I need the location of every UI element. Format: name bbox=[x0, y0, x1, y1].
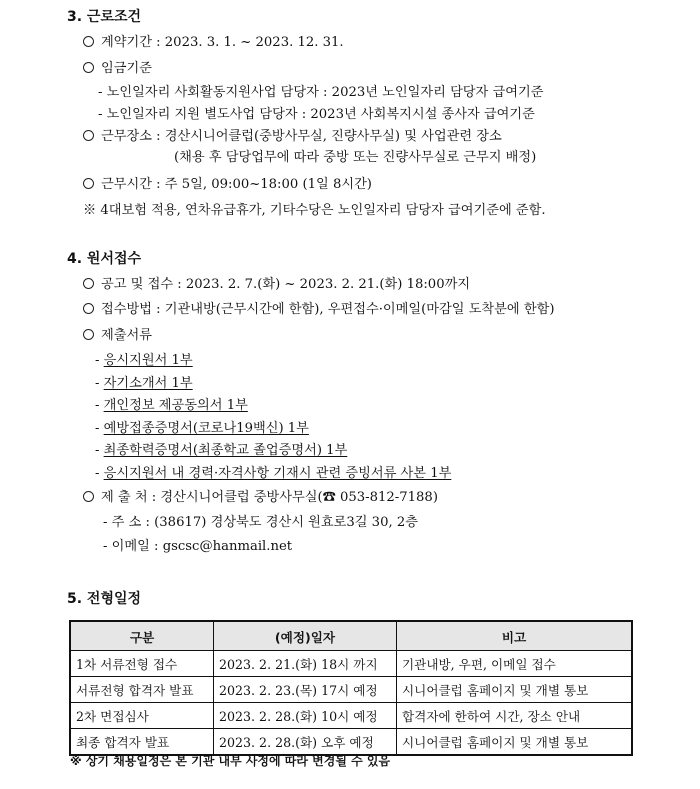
work-hours: 근무시간 : 주 5일, 09:00~18:00 (1일 8시간) bbox=[83, 176, 372, 194]
work-place: 근무장소 : 경산시니어클럽(중방사무실, 진량사무실) 및 사업관련 장소 bbox=[83, 128, 502, 146]
work-place-note: (채용 후 담당업무에 따라 중방 또는 진량사무실로 근무지 배정) bbox=[174, 150, 537, 165]
schedule-table bbox=[69, 620, 633, 756]
document-item: - 자기소개서 1부 bbox=[95, 376, 193, 391]
cell-category: 2차 면접심사 bbox=[70, 703, 214, 729]
document-item: - 최종학력증명서(최종학교 졸업증명서) 1부 bbox=[95, 443, 348, 458]
section-4-title: 4. 원서접수 bbox=[67, 251, 142, 267]
circle-bullet-icon bbox=[83, 278, 94, 289]
document-item: - 응시지원서 내 경력·자격사항 기재시 관련 증빙서류 사본 1부 bbox=[95, 466, 452, 481]
table-row bbox=[70, 651, 632, 677]
circle-bullet-icon bbox=[83, 329, 94, 340]
wage-standard: 임금기준 bbox=[83, 60, 152, 78]
cell-date: 2023. 2. 23.(목) 17시 예정 bbox=[214, 677, 397, 703]
submission-place: 제 출 처 : 경산시니어클럽 중방사무실(☎ 053-812-7188) bbox=[83, 489, 438, 507]
application-method: 접수방법 : 기관내방(근무시간에 한함), 우편접수·이메일(마감일 도착분에 한함) bbox=[83, 301, 554, 319]
cell-remarks: 시니어클럽 홈페이지 및 개별 통보 bbox=[397, 677, 633, 703]
documents-title: 제출서류 bbox=[83, 327, 152, 345]
table-row bbox=[70, 703, 632, 729]
circle-bullet-icon bbox=[83, 303, 94, 314]
cell-category: 최종 합격자 발표 bbox=[70, 729, 214, 756]
cell-remarks: 합격자에 한하여 시간, 장소 안내 bbox=[397, 703, 633, 729]
wage-item-2: - 노인일자리 지원 별도사업 담당자 : 2023년 사회복지시설 종사자 급여기준 bbox=[98, 107, 535, 122]
header-category: 구분 bbox=[70, 621, 214, 651]
cell-category: 1차 서류전형 접수 bbox=[70, 651, 214, 677]
circle-bullet-icon bbox=[83, 130, 94, 141]
header-remarks: 비고 bbox=[397, 621, 633, 651]
table-header-row bbox=[70, 621, 632, 651]
circle-bullet-icon bbox=[83, 178, 94, 189]
document-item: - 예방접종증명서(코로나19백신) 1부 bbox=[95, 421, 309, 436]
cell-date: 2023. 2. 28.(화) 10시 예정 bbox=[214, 703, 397, 729]
circle-bullet-icon bbox=[83, 62, 94, 73]
section-3-title: 3. 근로조건 bbox=[67, 9, 142, 25]
email: - 이메일 : gscsc@hanmail.net bbox=[103, 539, 293, 554]
address: - 주 소 : (38617) 경상북도 경산시 원효로3길 30, 2층 bbox=[103, 515, 418, 530]
circle-bullet-icon bbox=[83, 491, 94, 502]
circle-bullet-icon bbox=[83, 36, 94, 47]
cell-date: 2023. 2. 28.(화) 오후 예정 bbox=[214, 729, 397, 756]
cell-remarks: 시니어클럽 홈페이지 및 개별 통보 bbox=[397, 729, 633, 756]
contract-period: 계약기간 : 2023. 3. 1. ~ 2023. 12. 31. bbox=[83, 34, 344, 52]
cell-date: 2023. 2. 21.(화) 18시 까지 bbox=[214, 651, 397, 677]
table-row bbox=[70, 677, 632, 703]
document-item: - 개인정보 제공동의서 1부 bbox=[95, 398, 248, 413]
cell-remarks: 기관내방, 우편, 이메일 접수 bbox=[397, 651, 633, 677]
wage-item-1: - 노인일자리 사회활동지원사업 담당자 : 2023년 노인일자리 담당자 급여기준 bbox=[98, 85, 544, 100]
section-5-title: 5. 전형일정 bbox=[67, 591, 142, 607]
insurance-note: ※ 4대보험 적용, 연차유급휴가, 기타수당은 노인일자리 담당자 급여기준에 준함. bbox=[83, 203, 546, 218]
application-period: 공고 및 접수 : 2023. 2. 7.(화) ~ 2023. 2. 21.(화) 18:00까지 bbox=[83, 276, 470, 294]
schedule-note: ※ 상기 채용일정은 본 기관 내부 사정에 따라 변경될 수 있음 bbox=[70, 754, 391, 768]
cell-category: 서류전형 합격자 발표 bbox=[70, 677, 214, 703]
document-item: - 응시지원서 1부 bbox=[95, 353, 193, 368]
header-date: (예정)일자 bbox=[214, 621, 397, 651]
